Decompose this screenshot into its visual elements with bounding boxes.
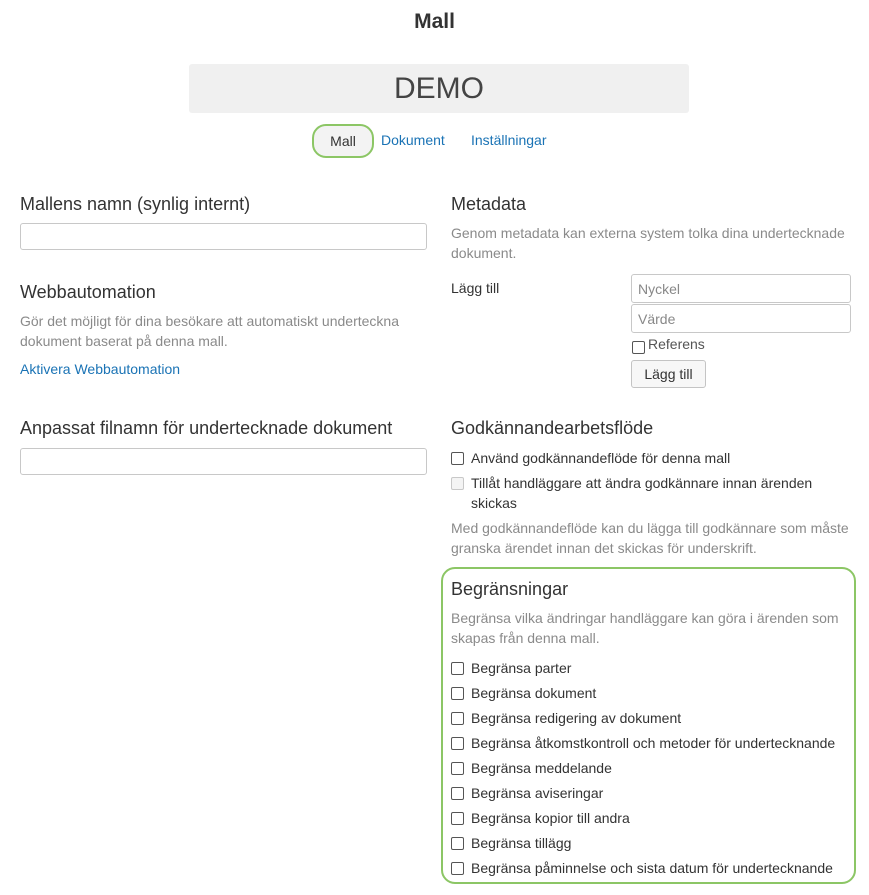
metadata-key-input[interactable] [631,274,851,303]
approval-heading: Godkännandearbetsflöde [451,418,654,438]
template-name-text: DEMO [394,71,484,105]
tab-mall[interactable] [312,124,374,158]
approval-use-checkbox[interactable] [451,452,464,465]
restrict-message-checkbox[interactable] [451,762,464,775]
restrictions-description: Begränsa vilka ändringar handläggare kan göra i ärenden som skapas från denna mall. [451,610,839,646]
metadata-reference-label: Referens [648,336,705,352]
restrict-notifications-label: Begränsa aviseringar [471,785,604,801]
template-name-heading: Mallens namn (synlig internt) [20,194,251,214]
restrict-copies-checkbox[interactable] [451,812,464,825]
restrict-document-editing-checkbox[interactable] [451,712,464,725]
restrict-message-label: Begränsa meddelande [471,760,612,776]
restrict-access-control-checkbox[interactable] [451,737,464,750]
restrict-document-editing-label: Begränsa redigering av dokument [471,710,682,726]
restrict-reminder-checkbox[interactable] [451,862,464,875]
approval-use-label: Använd godkännandeflöde för denna mall [471,450,731,466]
activate-web-automation-link[interactable]: Aktivera Webbautomation [20,361,181,377]
custom-filename-heading: Anpassat filnamn för undertecknade dokument [20,418,393,438]
web-automation-heading: Webbautomation [20,282,156,302]
restrict-copies-label: Begränsa kopior till andra [471,810,630,826]
tab-installningar[interactable]: Inställningar [471,132,547,148]
approval-allow-change-checkbox[interactable] [451,477,464,490]
custom-filename-input[interactable] [20,448,427,475]
metadata-heading: Metadata [451,194,527,214]
restrict-attachments-checkbox[interactable] [451,837,464,850]
restrict-documents-label: Begränsa dokument [471,685,597,701]
approval-description: Med godkännandeflöde kan du lägga till godkännare som måste granska ärendet innan det skickas för underskrift. [451,520,849,556]
restrict-access-control-label: Begränsa åtkomstkontroll och metoder för undertecknande [471,735,836,751]
approval-allow-change-label: Tillåt handläggare att ändra godkännare innan ärenden skickas [471,475,813,511]
restrict-notifications-checkbox[interactable] [451,787,464,800]
metadata-reference-checkbox[interactable] [632,341,645,354]
metadata-add-label: Lägg till [451,280,500,296]
template-name-input[interactable] [20,223,427,250]
metadata-value-input[interactable] [631,304,851,333]
metadata-add-button[interactable] [631,360,706,388]
restrict-parties-checkbox[interactable] [451,662,464,675]
metadata-add-button-label: Lägg till [644,366,693,382]
restrictions-heading: Begränsningar [451,579,569,599]
page-title: Mall [414,10,455,33]
restrict-attachments-label: Begränsa tillägg [471,835,572,851]
web-automation-description: Gör det möjligt för dina besökare att automatiskt underteckna dokument baserat på denna mall. [20,313,399,349]
metadata-description: Genom metadata kan externa system tolka dina undertecknade dokument. [451,225,845,261]
tab-mall-label: Mall [330,133,356,149]
restrict-reminder-label: Begränsa påminnelse och sista datum för undertecknande [471,860,833,876]
restrict-parties-label: Begränsa parter [471,660,572,676]
template-name-banner [189,64,689,113]
tab-dokument[interactable]: Dokument [381,132,445,148]
restrict-documents-checkbox[interactable] [451,687,464,700]
